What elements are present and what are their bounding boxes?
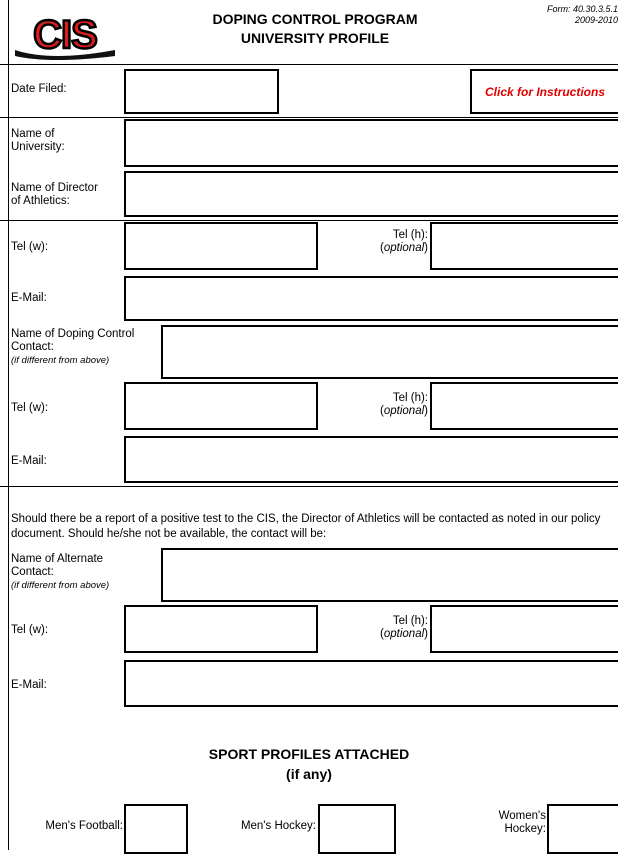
tel-h-text: Tel (h): [392,615,428,627]
tel-w-label: Tel (w): [11,241,49,253]
womens-hockey-field[interactable] [547,804,618,854]
director-field[interactable] [124,171,618,217]
alternate-contact-field[interactable] [161,548,618,602]
email-label: E-Mail: [11,679,47,691]
row-divider [0,117,618,118]
mens-football-label: Men's Football: [45,820,123,832]
womens-hockey-line1: Women's [498,810,546,822]
form-title [180,10,450,48]
director-label-line1: Name of Director [11,182,98,194]
mens-hockey-field[interactable] [318,804,396,854]
sport-profiles-heading [0,744,618,784]
tel-h-field[interactable] [430,222,618,270]
email-field[interactable] [124,436,618,483]
mens-hockey-label: Men's Hockey: [240,820,316,832]
womens-hockey-label [460,810,546,836]
email-field[interactable] [124,660,618,707]
tel-h-text: Tel (h): [392,392,428,404]
date-filed-label: Date Filed: [11,83,67,95]
email-label: E-Mail: [11,455,47,467]
alternate-contact-label [11,553,109,592]
director-label [11,182,98,208]
email-label: E-Mail: [11,292,47,304]
form-number [508,4,618,26]
if-different-note: (if different from above) [11,580,110,591]
left-border [8,0,9,850]
row-divider [0,220,618,221]
tel-h-label [330,615,428,641]
form-number-code: Form: 40.30.3.5.1 [546,4,618,14]
tel-w-label: Tel (w): [11,402,49,414]
date-filed-field[interactable] [124,69,279,114]
optional-text: (optional) [380,628,428,640]
womens-hockey-line2: Hockey: [504,823,546,835]
doping-contact-field[interactable] [161,325,618,379]
tel-h-field[interactable] [430,382,618,430]
university-label-line1: Name of [11,128,55,140]
mens-football-field[interactable] [124,804,188,854]
title-line-1: DOPING CONTROL PROGRAM [212,11,418,27]
sport-profiles-title: SPORT PROFILES ATTACHED [208,746,410,762]
form-number-year: 2009-2010 [574,15,618,25]
tel-h-label [330,392,428,418]
cis-logo [11,6,119,60]
instructions-box[interactable] [470,69,618,114]
row-divider [0,486,618,487]
policy-note: Should there be a report of a positive test to the CIS, the Director of Athletics will be contacted as noted in our policy document. Should he/she not be available, the contact will be: [11,513,601,540]
instructions-link[interactable]: Click for Instructions [484,85,606,99]
optional-text: (optional) [380,405,428,417]
tel-w-label: Tel (w): [11,624,49,636]
doping-label-line2: Contact: [11,341,54,353]
alternate-label-line1: Name of Alternate [11,553,104,565]
sport-profiles-subtitle: (if any) [286,766,332,782]
doping-contact-label [11,328,134,367]
header-divider [0,64,618,65]
tel-h-field[interactable] [430,605,618,653]
email-field[interactable] [124,276,618,321]
tel-w-field[interactable] [124,382,318,430]
doping-label-line1: Name of Doping Control [11,328,135,340]
university-label-line2: University: [11,141,65,153]
tel-h-text: Tel (h): [392,229,428,241]
tel-w-field[interactable] [124,605,318,653]
director-label-line2: of Athletics: [11,195,70,207]
title-line-2: UNIVERSITY PROFILE [240,30,390,46]
tel-w-field[interactable] [124,222,318,270]
tel-h-label [330,229,428,255]
university-field[interactable] [124,119,618,167]
optional-text: (optional) [380,242,428,254]
alternate-label-line2: Contact: [11,566,54,578]
university-label [11,128,65,154]
if-different-note: (if different from above) [11,355,110,366]
svg-text:CIS: CIS [33,13,97,57]
